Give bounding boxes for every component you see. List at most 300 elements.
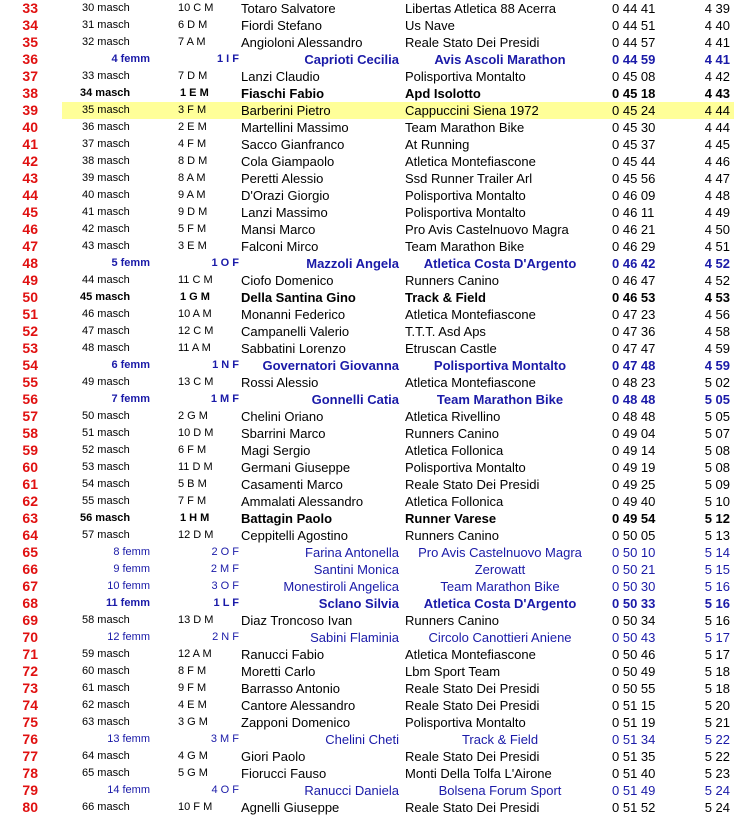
athlete-name: Sclano Silvia	[318, 596, 399, 611]
overall-position: 46	[22, 221, 38, 237]
pace-per-km: 5 05	[704, 392, 730, 407]
pace-per-km: 4 40	[704, 18, 730, 33]
athlete-name: Della Santina Gino	[241, 290, 356, 305]
gender-rank: 44 masch	[82, 274, 130, 286]
result-row	[0, 612, 734, 629]
result-row	[0, 34, 734, 51]
gender-rank: 40 masch	[82, 189, 130, 201]
category-rank: 6 F M	[178, 444, 207, 456]
team-name: Polisportiva Montalto	[405, 460, 526, 475]
result-row	[0, 578, 734, 595]
result-row	[0, 510, 734, 527]
overall-position: 34	[22, 17, 38, 33]
team-name: Cappuccini Siena 1972	[405, 103, 539, 118]
gender-rank: 46 masch	[82, 308, 130, 320]
pace-per-km: 5 18	[704, 664, 730, 679]
category-rank: 10 D M	[178, 427, 214, 439]
team-name: Ssd Runner Trailer Arl	[405, 171, 533, 186]
athlete-name: Martellini Massimo	[241, 120, 349, 135]
finish-time: 0 51 52	[612, 800, 656, 815]
finish-time: 0 46 53	[612, 290, 656, 305]
team-name: Etruscan Castle	[405, 341, 497, 356]
overall-position: 63	[22, 510, 38, 526]
finish-time: 0 46 42	[612, 256, 656, 271]
result-row	[0, 714, 734, 731]
team-name: Reale Stato Dei Presidi	[405, 749, 540, 764]
category-rank: 11 D M	[178, 461, 213, 473]
athlete-name: Mansi Marco	[241, 222, 316, 237]
athlete-name: Battagin Paolo	[241, 511, 333, 526]
overall-position: 53	[22, 340, 38, 356]
athlete-name: Lanzi Claudio	[241, 69, 320, 84]
athlete-name: Ranucci Daniela	[304, 783, 399, 798]
overall-position: 55	[22, 374, 38, 390]
category-rank: 5 G M	[178, 767, 208, 779]
finish-time: 0 50 10	[612, 545, 656, 560]
category-rank: 1 O F	[211, 257, 239, 269]
overall-position: 78	[22, 765, 38, 781]
overall-position: 58	[22, 425, 38, 441]
pace-per-km: 4 49	[704, 205, 730, 220]
finish-time: 0 45 44	[612, 154, 656, 169]
pace-per-km: 4 58	[704, 324, 730, 339]
overall-position: 61	[22, 476, 38, 492]
result-row	[0, 442, 734, 459]
finish-time: 0 49 54	[612, 511, 656, 526]
category-rank: 1 H M	[180, 512, 210, 524]
team-name: Runner Varese	[405, 511, 497, 526]
result-row	[0, 272, 734, 289]
athlete-name: Angioloni Alessandro	[241, 35, 363, 50]
result-row	[0, 204, 734, 221]
overall-position: 76	[22, 731, 38, 747]
overall-position: 37	[22, 68, 38, 84]
category-rank: 3 E M	[178, 240, 207, 252]
pace-per-km: 5 16	[704, 596, 730, 611]
category-rank: 3 F M	[178, 104, 207, 116]
finish-time: 0 47 48	[612, 358, 656, 373]
pace-per-km: 5 23	[704, 766, 730, 781]
athlete-name: Farina Antonella	[305, 545, 399, 560]
result-row	[0, 561, 734, 578]
gender-rank: 61 masch	[82, 682, 130, 694]
overall-position: 57	[22, 408, 38, 424]
gender-rank: 11 femm	[105, 597, 150, 609]
team-name: Circolo Canottieri Aniene	[428, 630, 572, 645]
result-row	[0, 0, 734, 17]
athlete-name: Agnelli Giuseppe	[241, 800, 340, 815]
category-rank: 13 D M	[178, 614, 214, 626]
category-rank: 1 L F	[213, 597, 239, 609]
result-row	[0, 374, 734, 391]
gender-rank: 55 masch	[82, 495, 130, 507]
overall-position: 69	[22, 612, 38, 628]
result-row	[0, 782, 734, 799]
gender-rank: 32 masch	[82, 36, 130, 48]
result-row	[0, 391, 734, 408]
pace-per-km: 5 16	[704, 579, 730, 594]
team-name: Atletica Costa D'Argento	[423, 596, 577, 611]
pace-per-km: 5 10	[704, 494, 730, 509]
result-row	[0, 153, 734, 170]
team-name: Reale Stato Dei Presidi	[405, 35, 540, 50]
athlete-name: Sacco Gianfranco	[241, 137, 345, 152]
category-rank: 1 G M	[180, 291, 210, 303]
pace-per-km: 5 20	[704, 698, 730, 713]
category-rank: 12 C M	[178, 325, 214, 337]
pace-per-km: 4 50	[704, 222, 730, 237]
athlete-name: D'Orazi Giorgio	[241, 188, 330, 203]
finish-time: 0 49 40	[612, 494, 656, 509]
gender-rank: 30 masch	[82, 2, 130, 14]
finish-time: 0 46 11	[612, 205, 655, 220]
pace-per-km: 5 02	[704, 375, 730, 390]
gender-rank: 64 masch	[82, 750, 130, 762]
finish-time: 0 50 55	[612, 681, 656, 696]
overall-position: 48	[22, 255, 38, 271]
category-rank: 11 C M	[178, 274, 213, 286]
result-row	[0, 748, 734, 765]
category-rank: 5 B M	[178, 478, 207, 490]
athlete-name: Giori Paolo	[241, 749, 306, 764]
athlete-name: Fiaschi Fabio	[241, 86, 325, 101]
gender-rank: 50 masch	[82, 410, 130, 422]
pace-per-km: 5 24	[704, 783, 730, 798]
finish-time: 0 46 47	[612, 273, 656, 288]
gender-rank: 42 masch	[82, 223, 130, 235]
result-row	[0, 459, 734, 476]
result-row	[0, 493, 734, 510]
pace-per-km: 4 59	[704, 358, 730, 373]
pace-per-km: 5 07	[704, 426, 730, 441]
team-name: Pro Avis Castelnuovo Magra	[405, 222, 569, 237]
overall-position: 50	[22, 289, 38, 305]
team-name: Polisportiva Montalto	[405, 188, 526, 203]
category-rank: 2 G M	[178, 410, 208, 422]
athlete-name: Campanelli Valerio	[241, 324, 350, 339]
pace-per-km: 4 44	[704, 120, 730, 135]
athlete-name: Falconi Mirco	[241, 239, 319, 254]
result-row	[0, 544, 734, 561]
finish-time: 0 50 21	[612, 562, 656, 577]
team-name: Lbm Sport Team	[405, 664, 501, 679]
athlete-name: Governatori Giovanna	[262, 358, 399, 373]
finish-time: 0 46 29	[612, 239, 656, 254]
finish-time: 0 50 43	[612, 630, 656, 645]
gender-rank: 47 masch	[82, 325, 130, 337]
athlete-name: Ceppitelli Agostino	[241, 528, 348, 543]
finish-time: 0 46 09	[612, 188, 656, 203]
athlete-name: Chelini Cheti	[325, 732, 399, 747]
athlete-name: Cola Giampaolo	[241, 154, 335, 169]
pace-per-km: 4 52	[704, 256, 730, 271]
category-rank: 5 F M	[178, 223, 207, 235]
team-name: Libertas Atletica 88 Acerra	[405, 1, 557, 16]
team-name: Atletica Montefiascone	[405, 375, 536, 390]
overall-position: 64	[22, 527, 38, 543]
athlete-name: Ranucci Fabio	[241, 647, 325, 662]
finish-time: 0 47 47	[612, 341, 656, 356]
result-row	[0, 527, 734, 544]
gender-rank: 41 masch	[82, 206, 130, 218]
overall-position: 35	[22, 34, 38, 50]
result-row	[0, 187, 734, 204]
team-name: Team Marathon Bike	[405, 120, 525, 135]
team-name: Track & Field	[461, 732, 539, 747]
gender-rank: 54 masch	[82, 478, 130, 490]
team-name: Zerowatt	[474, 562, 526, 577]
gender-rank: 62 masch	[82, 699, 130, 711]
overall-position: 43	[22, 170, 38, 186]
result-row	[0, 731, 734, 748]
category-rank: 1 N F	[212, 359, 239, 371]
overall-position: 62	[22, 493, 38, 509]
overall-position: 68	[22, 595, 38, 611]
category-rank: 3 G M	[178, 716, 208, 728]
gender-rank: 13 femm	[107, 733, 150, 745]
gender-rank: 43 masch	[82, 240, 130, 252]
pace-per-km: 5 08	[704, 460, 730, 475]
pace-per-km: 5 17	[704, 647, 730, 662]
pace-per-km: 5 17	[704, 630, 730, 645]
gender-rank: 45 masch	[80, 291, 131, 303]
team-name: Avis Ascoli Marathon	[434, 52, 566, 67]
category-rank: 2 N F	[212, 631, 239, 643]
pace-per-km: 4 42	[704, 69, 730, 84]
result-row	[0, 238, 734, 255]
category-rank: 8 F M	[178, 665, 207, 677]
athlete-name: Totaro Salvatore	[241, 1, 336, 16]
result-row	[0, 170, 734, 187]
finish-time: 0 51 19	[612, 715, 656, 730]
finish-time: 0 49 19	[612, 460, 656, 475]
team-name: Polisportiva Montalto	[433, 358, 567, 373]
result-row	[0, 799, 734, 816]
result-row	[0, 136, 734, 153]
gender-rank: 48 masch	[82, 342, 130, 354]
athlete-name: Fiordi Stefano	[241, 18, 322, 33]
finish-time: 0 46 21	[612, 222, 656, 237]
result-row	[0, 51, 734, 68]
pace-per-km: 5 24	[704, 800, 730, 815]
athlete-name: Zapponi Domenico	[241, 715, 351, 730]
result-row	[0, 221, 734, 238]
athlete-name: Gonnelli Catia	[311, 392, 399, 407]
athlete-name: Sabini Flaminia	[310, 630, 399, 645]
finish-time: 0 44 51	[612, 18, 656, 33]
finish-time: 0 50 30	[612, 579, 656, 594]
result-row	[0, 323, 734, 340]
result-row	[0, 255, 734, 272]
pace-per-km: 5 13	[704, 528, 730, 543]
category-rank: 4 E M	[178, 699, 207, 711]
pace-per-km: 5 12	[704, 511, 730, 526]
athlete-name: Rossi Alessio	[241, 375, 319, 390]
finish-time: 0 49 14	[612, 443, 656, 458]
result-row	[0, 425, 734, 442]
category-rank: 9 F M	[178, 682, 207, 694]
athlete-name: Caprioti Cecilia	[304, 52, 399, 67]
athlete-name: Santini Monica	[313, 562, 399, 577]
gender-rank: 56 masch	[80, 512, 131, 524]
gender-rank: 59 masch	[82, 648, 130, 660]
team-name: Pro Avis Castelnuovo Magra	[418, 545, 582, 560]
team-name: Atletica Costa D'Argento	[423, 256, 577, 271]
athlete-name: Monanni Federico	[241, 307, 346, 322]
finish-time: 0 50 05	[612, 528, 656, 543]
team-name: T.T.T. Asd Aps	[405, 324, 486, 339]
finish-time: 0 48 48	[612, 409, 656, 424]
overall-position: 45	[22, 204, 38, 220]
gender-rank: 12 femm	[107, 631, 150, 643]
result-row	[0, 119, 734, 136]
gender-rank: 63 masch	[82, 716, 130, 728]
overall-position: 73	[22, 680, 38, 696]
finish-time: 0 48 48	[612, 392, 656, 407]
team-name: Runners Canino	[405, 426, 499, 441]
gender-rank: 8 femm	[113, 546, 150, 558]
pace-per-km: 5 15	[704, 562, 730, 577]
overall-position: 74	[22, 697, 38, 713]
pace-per-km: 5 22	[704, 749, 730, 764]
category-rank: 10 F M	[178, 801, 213, 813]
result-row	[0, 68, 734, 85]
team-name: Reale Stato Dei Presidi	[405, 477, 540, 492]
overall-position: 40	[22, 119, 38, 135]
team-name: Monti Della Tolfa L'Airone	[405, 766, 552, 781]
result-row	[0, 663, 734, 680]
category-rank: 2 E M	[178, 121, 207, 133]
team-name: Atletica Follonica	[405, 494, 504, 509]
overall-position: 77	[22, 748, 38, 764]
result-row	[0, 85, 734, 102]
athlete-name: Barrasso Antonio	[241, 681, 341, 696]
finish-time: 0 51 15	[612, 698, 656, 713]
overall-position: 36	[22, 51, 38, 67]
gender-rank: 66 masch	[82, 801, 130, 813]
finish-time: 0 49 04	[612, 426, 656, 441]
finish-time: 0 45 37	[612, 137, 656, 152]
overall-position: 59	[22, 442, 38, 458]
gender-rank: 37 masch	[82, 138, 130, 150]
gender-rank: 9 femm	[113, 563, 150, 575]
pace-per-km: 4 51	[704, 239, 730, 254]
category-rank: 9 D M	[178, 206, 208, 218]
result-row	[0, 595, 734, 612]
team-name: Atletica Rivellino	[405, 409, 501, 424]
pace-per-km: 4 48	[704, 188, 730, 203]
pace-per-km: 4 47	[704, 171, 730, 186]
pace-per-km: 5 16	[704, 613, 730, 628]
team-name: Team Marathon Bike	[405, 239, 525, 254]
finish-time: 0 51 49	[612, 783, 656, 798]
overall-position: 51	[22, 306, 38, 322]
finish-time: 0 45 30	[612, 120, 656, 135]
category-rank: 7 F M	[178, 495, 207, 507]
finish-time: 0 45 08	[612, 69, 656, 84]
overall-position: 39	[22, 102, 38, 118]
result-row	[0, 306, 734, 323]
category-rank: 2 M F	[210, 563, 239, 575]
result-row	[0, 629, 734, 646]
category-rank: 6 D M	[178, 19, 208, 31]
athlete-name: Barberini Pietro	[241, 103, 331, 118]
finish-time: 0 50 49	[612, 664, 656, 679]
overall-position: 52	[22, 323, 38, 339]
athlete-name: Moretti Carlo	[241, 664, 316, 679]
gender-rank: 49 masch	[82, 376, 130, 388]
pace-per-km: 4 45	[704, 137, 730, 152]
overall-position: 72	[22, 663, 38, 679]
category-rank: 12 D M	[178, 529, 214, 541]
finish-time: 0 44 59	[612, 52, 656, 67]
overall-position: 42	[22, 153, 38, 169]
pace-per-km: 4 53	[704, 290, 730, 305]
category-rank: 4 G M	[178, 750, 208, 762]
result-row	[0, 476, 734, 493]
pace-per-km: 4 39	[704, 1, 730, 16]
overall-position: 33	[22, 0, 38, 16]
finish-time: 0 48 23	[612, 375, 656, 390]
gender-rank: 5 femm	[111, 257, 150, 269]
overall-position: 56	[22, 391, 38, 407]
gender-rank: 7 femm	[111, 393, 150, 405]
team-name: Polisportiva Montalto	[405, 69, 526, 84]
category-rank: 13 C M	[178, 376, 214, 388]
team-name: Team Marathon Bike	[436, 392, 564, 407]
gender-rank: 35 masch	[82, 104, 130, 116]
overall-position: 44	[22, 187, 38, 203]
overall-position: 54	[22, 357, 38, 373]
team-name: Runners Canino	[405, 273, 499, 288]
finish-time: 0 51 34	[612, 732, 656, 747]
overall-position: 80	[22, 799, 38, 815]
category-rank: 1 I F	[216, 53, 239, 65]
athlete-name: Ammalati Alessandro	[241, 494, 364, 509]
finish-time: 0 47 23	[612, 307, 656, 322]
gender-rank: 36 masch	[82, 121, 130, 133]
overall-position: 38	[22, 85, 38, 101]
finish-time: 0 49 25	[612, 477, 656, 492]
athlete-name: Sabbatini Lorenzo	[241, 341, 346, 356]
overall-position: 41	[22, 136, 38, 152]
finish-time: 0 50 34	[612, 613, 656, 628]
finish-time: 0 44 41	[612, 1, 656, 16]
overall-position: 71	[22, 646, 38, 662]
overall-position: 49	[22, 272, 38, 288]
overall-position: 75	[22, 714, 38, 730]
finish-time: 0 45 56	[612, 171, 656, 186]
category-rank: 2 O F	[211, 546, 239, 558]
gender-rank: 51 masch	[82, 427, 130, 439]
pace-per-km: 5 18	[704, 681, 730, 696]
category-rank: 1 M F	[210, 393, 239, 405]
athlete-name: Monestiroli Angelica	[283, 579, 399, 594]
category-rank: 8 D M	[178, 155, 208, 167]
category-rank: 1 E M	[180, 87, 209, 99]
team-name: Apd Isolotto	[405, 86, 481, 101]
category-rank: 4 F M	[178, 138, 207, 150]
gender-rank: 34 masch	[80, 87, 131, 99]
finish-time: 0 50 33	[612, 596, 656, 611]
result-row	[0, 646, 734, 663]
athlete-name: Germani Giuseppe	[241, 460, 351, 475]
pace-per-km: 5 14	[704, 545, 730, 560]
pace-per-km: 4 46	[704, 154, 730, 169]
gender-rank: 57 masch	[82, 529, 130, 541]
overall-position: 65	[22, 544, 38, 560]
pace-per-km: 4 44	[704, 103, 730, 118]
